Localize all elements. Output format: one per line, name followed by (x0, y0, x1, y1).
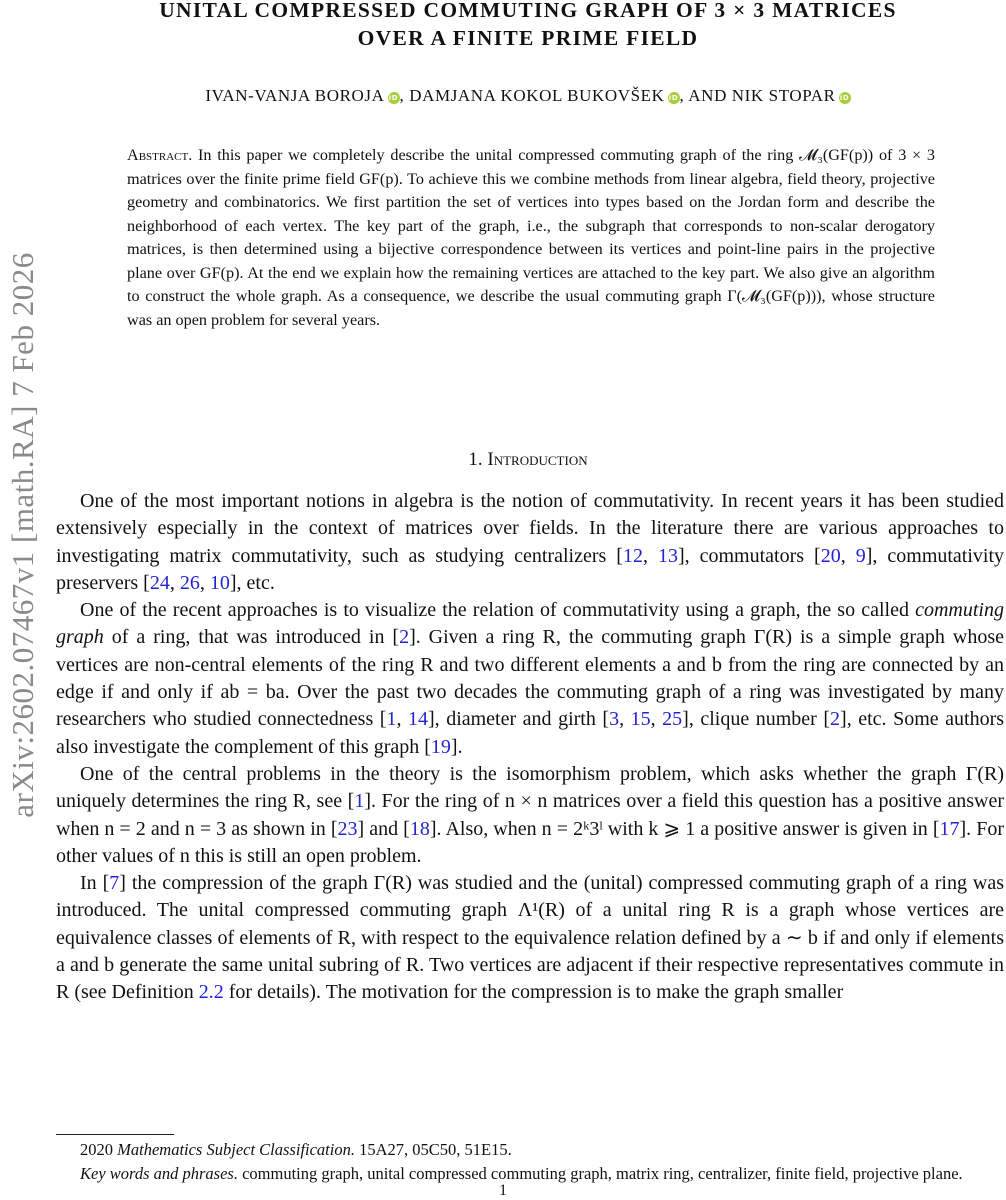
footnote-msc (56, 1138, 1004, 1162)
text: In [ (80, 872, 110, 895)
body-text (56, 488, 1004, 1007)
msc-codes: 15A27, 05C50, 51E15. (359, 1140, 512, 1159)
text: ] and [ (357, 817, 410, 840)
orcid-icon[interactable]: iD (388, 94, 399, 102)
paragraph (56, 870, 1004, 1006)
citation-link[interactable]: 12 (622, 544, 643, 567)
keywords-text: commuting graph, unital compressed commuting graph, matrix ring, centralizer, finite field, projective plane. (242, 1164, 963, 1183)
title-line-1: UNITAL COMPRESSED COMMUTING GRAPH OF 3 × 3 MATRICES (159, 0, 897, 22)
text: of a ring, that was introduced in [ (103, 626, 400, 649)
author-name: DAMJANA KOKOL BUKOVŠEK (409, 86, 665, 105)
text: ], clique number [ (682, 708, 831, 731)
citation-link[interactable]: 23 (337, 817, 358, 840)
paragraph (56, 597, 1004, 761)
citation-link[interactable]: 15 (630, 708, 651, 731)
paragraph (56, 488, 1004, 597)
arxiv-sidebar (2, 170, 44, 900)
author-separator: , AND (679, 86, 732, 105)
orcid-icon[interactable]: iD (668, 94, 679, 102)
citation-link[interactable]: 9 (855, 544, 866, 567)
citation-link[interactable]: 26 (179, 571, 200, 594)
text: , (199, 571, 210, 594)
orcid-icon[interactable]: iD (839, 94, 850, 102)
footnote-divider (56, 1134, 174, 1135)
citation-link[interactable]: 20 (820, 544, 841, 567)
text: ]. For the ring of n × n matrices over a field this question has a positive answer when n = 2 and n = 3 as shown in [ (56, 790, 1004, 840)
paragraph (56, 761, 1004, 870)
section-number: 1. (468, 449, 483, 470)
abstract-label: Abstract. (127, 146, 193, 164)
citation-link[interactable]: 24 (149, 571, 170, 594)
citation-link[interactable]: 10 (209, 571, 230, 594)
citation-link[interactable]: 3 (609, 708, 620, 731)
text: One of the recent approaches is to visualize the relation of commutativity using a graph, the so called (80, 599, 916, 622)
page-number: 1 (499, 1182, 507, 1199)
text: ], commutators [ (677, 544, 821, 567)
author-name: NIK STOPAR (731, 86, 836, 105)
text: ]. Given a ring R, the commuting graph Γ(R) is a simple graph whose vertices are non-central elements of the ring R and two different elements a and b from the ring are connected by an edge if and only if ab = ba. Over the past two decades the commuting graph of a ring was investigated by many researchers who studied connectedness [ (56, 626, 1004, 731)
section-heading (60, 449, 996, 471)
text: ], commutativity preservers [ (56, 544, 1005, 594)
citation-link[interactable]: 7 (109, 872, 120, 895)
text: , (396, 708, 408, 731)
text: ], etc. Some authors also investigate the complement of this graph [ (56, 708, 1005, 758)
citation-link[interactable]: 1 (354, 790, 365, 813)
text: ], diameter and girth [ (428, 708, 610, 731)
citation-link[interactable]: 17 (939, 817, 960, 840)
citation-link[interactable]: 2 (399, 626, 410, 649)
abstract (127, 144, 935, 332)
text: , (642, 544, 658, 567)
abstract-text: In this paper we completely describe the unital compressed commuting graph of the ring 𝓜₃(GF(p)) of 3 × 3 matrices over the finite prime field GF(p). To achieve this we combine methods from linear algebra, field theory, projective geometry and combinatorics. We first partition the set of vertices into types based on the Jordan form and describe the neighborhood of each vertex. The key part of the graph, i.e., the subgraph that corresponds to non-scalar derogatory matrices, is then determined using a bijective correspondence between its vertices and point-line pairs in the projective plane over GF(p). At the end we explain how the remaining vertices are attached to the key part. We also give an algorithm to construct the whole graph. As a consequence, we describe the usual commuting graph Γ(𝓜₃(GF(p))), whose structure was an open problem for several years. (127, 146, 936, 329)
text: , (650, 708, 663, 731)
msc-year: 2020 (80, 1140, 113, 1159)
text: ], etc. (229, 571, 275, 594)
text: One of the most important notions in algebra is the notion of commutativity. In recent years it has been studied extensively especially in the context of matrices over fields. In the literature there are various approaches to investigating matrix commutativity, such as studying centralizers [ (56, 490, 1004, 567)
text: ]. Also, when n = 2ᵏ3ˡ with k ⩾ 1 a positive answer is given in [ (429, 817, 940, 840)
citation-link[interactable]: 25 (662, 708, 683, 731)
text: , (840, 544, 856, 567)
paper-title (60, 0, 996, 52)
emphasis: commuting graph (56, 599, 1004, 649)
text: ]. For other values of n this is still an open problem. (56, 817, 1005, 867)
author-list (60, 86, 996, 106)
keywords-label: Key words and phrases. (80, 1164, 238, 1183)
citation-link[interactable]: 2 (830, 708, 841, 731)
text: , (619, 708, 631, 731)
citation-link[interactable]: 19 (430, 735, 451, 758)
footnotes (56, 1138, 1004, 1186)
author-name: IVAN-VANJA BOROJA (205, 86, 385, 105)
msc-label: Mathematics Subject Classification. (117, 1140, 355, 1159)
citation-link[interactable]: 13 (657, 544, 678, 567)
author-separator: , (399, 86, 410, 105)
text: , (169, 571, 180, 594)
section-title: Introduction (487, 449, 588, 470)
text: ] the compression of the graph Γ(R) was studied and the (unital) compressed commuting graph of a ring was introduced. The unital compressed commuting graph Λ¹(R) of a unital ring R is a graph whose vertices are equivalence classes of elements of R, with respect to the equivalence relation defined by a ∼ b if and only if elements a and b generate the same unital subring of R. Two vertices are adjacent if their respective representatives commute in R (see Definition (56, 872, 1004, 1004)
arxiv-identifier: arXiv:2602.07467v1 [math.RA] 7 Feb 2026 (5, 252, 40, 818)
text: One of the central problems in the theory is the isomorphism problem, which asks whether the graph Γ(R) uniquely determines the ring R, see [ (56, 762, 1004, 813)
title-line-2: OVER A FINITE PRIME FIELD (357, 26, 699, 50)
text: for details). The motivation for the compression is to make the graph smaller (223, 981, 844, 1004)
text: ]. (450, 735, 463, 758)
citation-link[interactable]: 14 (408, 708, 428, 731)
citation-link[interactable]: 1 (386, 708, 397, 731)
citation-link[interactable]: 18 (409, 817, 430, 840)
definition-link[interactable]: 2.2 (198, 981, 224, 1004)
